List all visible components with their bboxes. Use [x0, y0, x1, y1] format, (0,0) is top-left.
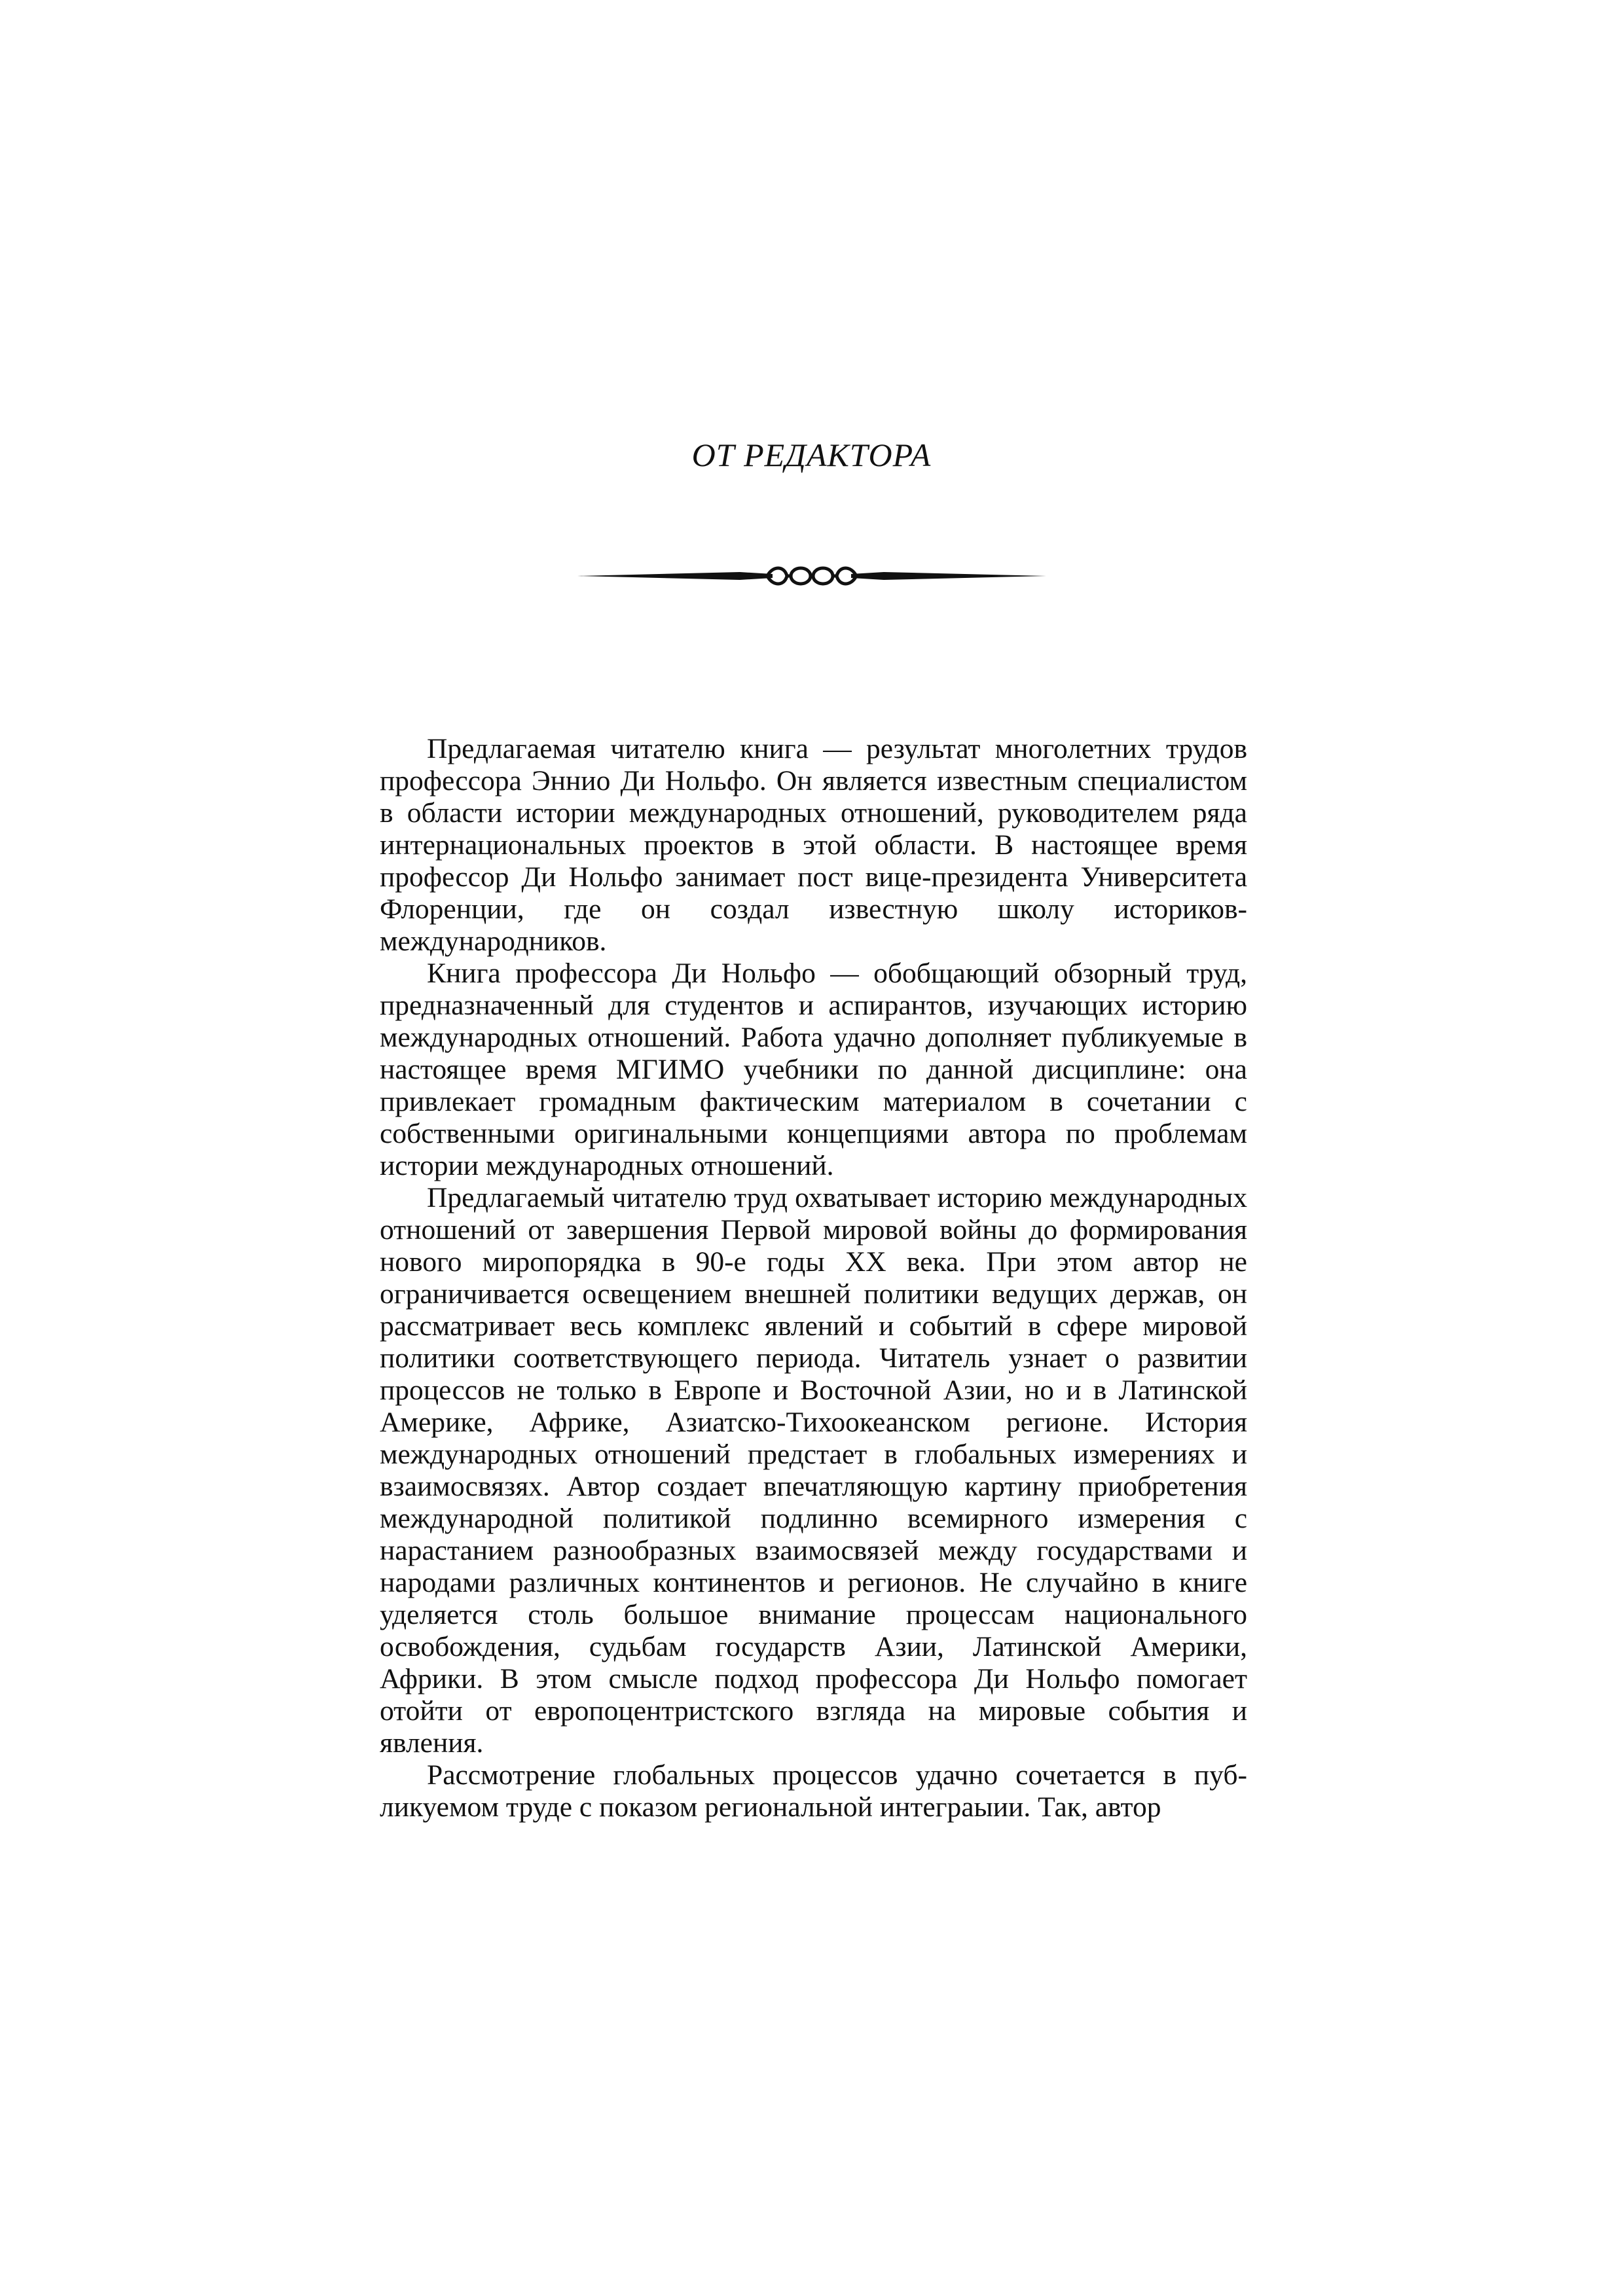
decorative-divider-icon	[576, 556, 1048, 596]
paragraph: Предлагаемая читателю книга — результат многолетних трудов профессора Эннио Ди Нольфо. Он является известным специалистом в области истории международных отношений, руководителем ряда интернациональных проектов в этой области. В настоящее время профессор Ди Нольфо занимает пост вице-президента Университета Флоренции, где он создал известную школу историков-международников.	[380, 733, 1247, 957]
page-title: ОТ РЕДАКТОРА	[691, 437, 932, 473]
paragraph: Предлагаемый читателю труд охватывает историю международных отношений от завершения Первой мировой войны до формирования нового миропорядка в 90-е годы XX века. При этом автор не ограничивается освещением внешней политики ведущих держав, он рассматривает весь комплекс явлений и событий в сфере мировой политики соответствующего периода. Читатель узнает о развитии процессов не только в Европе и Восточной Азии, но и в Латинской Америке, Африке, Азиатско-Тихоокеанском регионе. История международных отношений предстает в глобальных измерениях и взаимосвязях. Автор создает впечатляющую картину приобретения международной политикой подлинно всемирного измерения с нарастанием разнообразных взаимосвязей между государствами и народами различных континентов и регионов. Не случайно в книге уделяется столь большое внимание процессам национального освобождения, судьбам государств Азии, Латинской Америки, Африки. В этом смысле подход профессора Ди Нольфо помогает отойти от европоцентристского взгляда на мировые события и явления.	[380, 1182, 1247, 1759]
paragraph: Рассмотрение глобальных процессов удачно сочетается в публикуемом труде с показом региональной интеграыии. Так, автор	[380, 1759, 1247, 1823]
body-text	[380, 733, 1247, 1823]
paragraph: Книга профессора Ди Нольфо — обобщающий обзорный труд, предназначенный для студентов и аспирантов, изучающих историю международных отношений. Работа удачно дополняет публикуемые в настоящее время МГИМО учебники по данной дисциплине: она привлекает громадным фактическим материалом в сочетании с собственными оригинальными концепциями автора по проблемам истории международных отношений.	[380, 958, 1247, 1181]
